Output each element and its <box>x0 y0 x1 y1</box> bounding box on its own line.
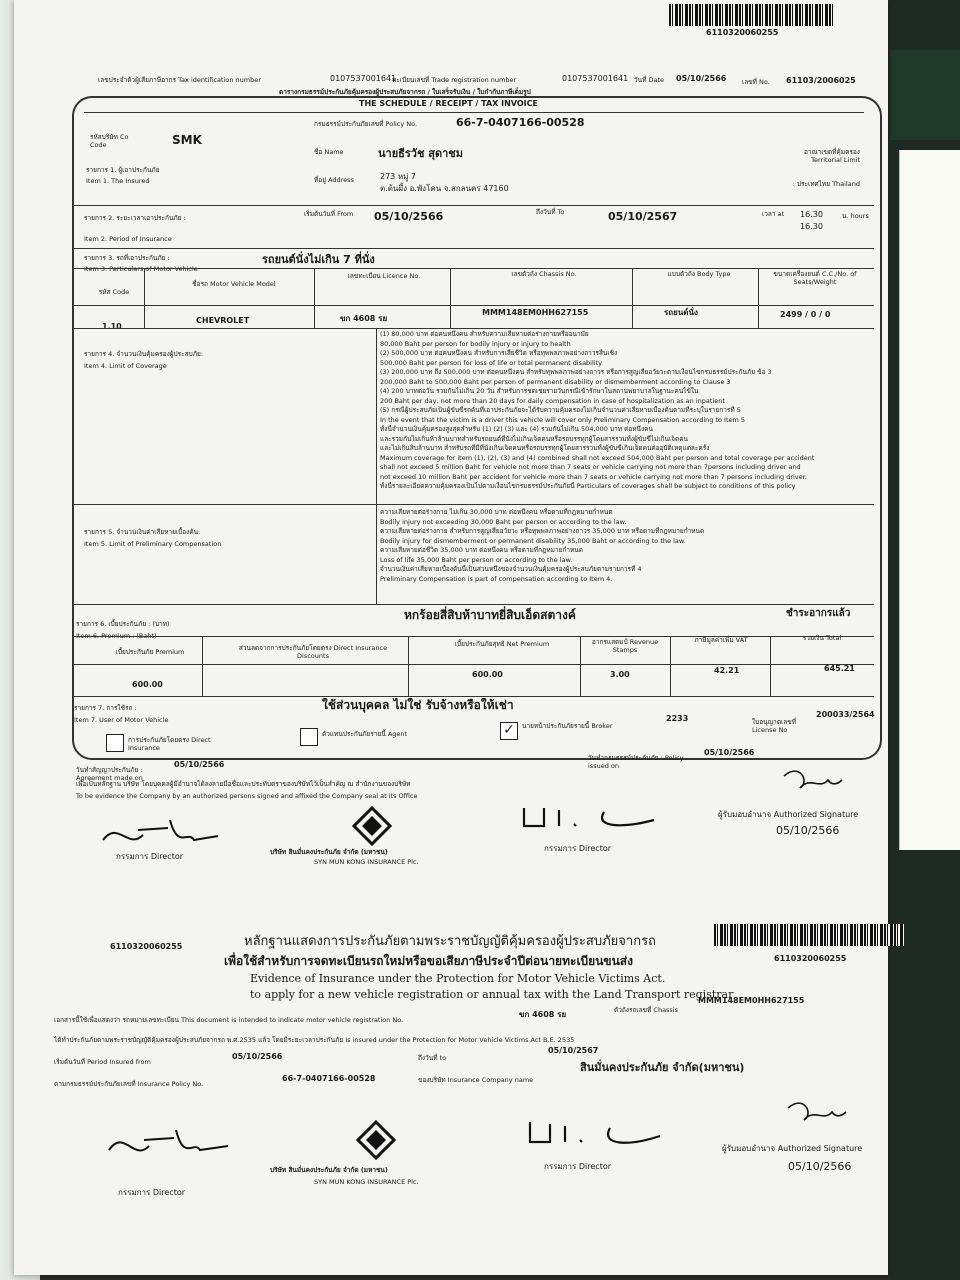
title-th: ตารางกรมธรรม์ประกันภัยคุ้มครองผู้ประสบภัยจากรถ / ใบเสร็จรับเงิน / ใบกำกับภาษีเต็มรูป <box>279 88 531 96</box>
company-en-1: SYN MUN KONG INSURANCE Plc. <box>314 858 419 866</box>
evidence-title-en1: Evidence of Insurance under the Protection for Motor Vehicle Victims Act. <box>250 972 666 985</box>
from-label: เริ่มต้นวันที่ From <box>304 210 354 218</box>
vt-h-chassis: เลขตัวถัง Chassis No. <box>511 270 577 278</box>
item2-label: รายการ 2. ระยะเวลาเอาประกันภัย : <box>84 214 186 222</box>
usage-text: ใช้ส่วนบุคคล ไม่ใช่ รับจ้างหรือให้เช่า <box>322 698 514 712</box>
coverage-line: 200,000 Baht to 500,000 Baht per person of permanent disability or dismemberment according to Clause 3 <box>380 377 731 386</box>
pt-h-total: รวมเงิน Total <box>802 634 842 642</box>
prelim-line: Preliminary Compensation is part of compensation according to Item 4. <box>380 574 613 583</box>
authorized-label-1: ผู้รับมอบอำนาจ Authorized Signature <box>718 810 859 819</box>
top-barcode <box>669 4 834 26</box>
time-from: 16.30 <box>800 210 823 219</box>
coverage-line: 80,000 Baht per person for bodily injury or injury to health <box>380 339 571 348</box>
item5-en: Item 5. Limit of Preliminary Compensation <box>84 540 222 548</box>
direct-label: การประกันภัยโดยตรง Direct Insurance <box>128 736 211 752</box>
broker-no: 2233 <box>666 714 689 723</box>
trade-reg: 0107537001641 <box>562 74 629 83</box>
vt-h-body: แบบตัวถัง Body Type <box>667 270 731 278</box>
evidence-company-label: ของบริษัท Insurance Company name <box>418 1076 534 1084</box>
co-code-label: รหัสบริษัท Co Code <box>90 133 129 149</box>
evidence-policy-no: 66-7-0407166-00528 <box>282 1074 376 1083</box>
to-label: ถึงวันที่ To <box>536 208 565 216</box>
evidence-chassis-label: ตัวถังรถเลขที่ Chassis <box>614 1006 679 1014</box>
pt-h-vat: ภาษีมูลค่าเพิ่ม VAT <box>694 636 748 644</box>
prelim-line: ความเสียหายต่อร่างกาย ไม่เกิน 30,000 บาท ต่อหนึ่งคน หรือตามที่กฎหมายกำหนด <box>380 508 613 516</box>
period-from: 05/10/2566 <box>374 210 444 223</box>
company-en-2: SYN MUN KONG INSURANCE Plc. <box>314 1178 419 1186</box>
item4-label: รายการ 4. จำนวนเงินคุ้มครองผู้ประสบภัย: <box>84 350 204 358</box>
header-date: 05/10/2566 <box>676 74 727 83</box>
hours-label: น. hours <box>842 212 869 220</box>
pt-vat: 42.21 <box>714 666 740 675</box>
tax-id-label: เลขประจำตัวผู้เสียภาษีอากร Tax identification number <box>98 76 261 84</box>
prelim-line: ความเสียหายต่อชีวิต 35,000 บาท ต่อหนึ่งคน หรือตามที่กฎหมายกำหนด <box>380 546 583 554</box>
evidence-line1-label: เอกสารนี้ใช้เพื่อแสดงว่า รถหมายเลขทะเบียน This document is intended to indicate motor vehicle registration No. <box>54 1016 404 1024</box>
company-logo-2 <box>356 1120 396 1160</box>
license-label: ใบอนุญาตเลขที่ License No <box>752 718 796 734</box>
authorized-signature-1 <box>780 762 850 796</box>
coverage-line: (5) กรณีผู้ประสบภัยเป็นผู้ขับขี่รถคันที่เอาประกันภัยจะได้รับความคุ้มครองไม่เกินจำนวนค่าเสียหายเบื้องต้นตามที่ระบุในรายการที่ 5 <box>380 406 741 414</box>
trade-reg-label: ทะเบียนเลขที่ Trade registration number <box>392 76 517 84</box>
director-signature-2 <box>514 798 684 834</box>
pt-h-net: เบี้ยประกันภัยสุทธิ Net Premium <box>454 640 550 648</box>
header-no: 61103/2006025 <box>786 76 856 85</box>
evidence-policy-label: ตามกรมธรรม์ประกันภัยเลขที่ Insurance Policy No. <box>54 1080 204 1088</box>
name-label: ชื่อ Name <box>314 148 344 156</box>
vt-model: CHEVROLET <box>196 316 250 325</box>
coverage-lines <box>380 330 868 492</box>
item5-label: รายการ 5. จำนวนเงินค่าเสียหายเบื้องต้น: <box>84 528 201 536</box>
period-from-label: เริ่มต้นวันที่ Period Insured from <box>54 1058 151 1066</box>
broker-label: นายหน้าประกันภัยรายนี้ Broker <box>522 722 613 730</box>
evidence-en: To be evidence the Company by an authorized persons signed and affixed the Company seal at its Office <box>76 792 418 800</box>
evidence-company-name: สินมั่นคงประกันภัย จำกัด(มหาชน) <box>580 1061 745 1074</box>
evidence-title-th2: เพื่อใช้สำหรับการจดทะเบียนรถใหม่หรือขอเสียภาษีประจำปีต่อนายทะเบียนขนส่ง <box>224 954 633 968</box>
evidence-chassis: MMM148EM0HH627155 <box>698 996 805 1005</box>
item1-en: Item 1. The Insured <box>86 177 150 185</box>
item1-label: รายการ 1. ผู้เอาประกันภัย <box>86 166 160 174</box>
period-to-label: ถึงวันที่ to <box>418 1054 447 1062</box>
item7-label: รายการ 7. การใช้รถ : <box>74 704 137 712</box>
coverage-line: In the event that the victim is a driver this vehicle will cover only Preliminary Compensation according to Item 5 <box>380 415 746 424</box>
agreement-on: 05/10/2566 <box>174 760 225 769</box>
vt-code: 1.10 <box>102 322 122 331</box>
pt-h-premium: เบี้ยประกันภัย Premium <box>115 648 185 656</box>
vt-licence: ขก 4608 รย <box>340 314 388 323</box>
title-en: THE SCHEDULE / RECEIPT / TAX INVOICE <box>359 99 538 108</box>
insured-name: นายธีรวัช สุดาชม <box>378 147 463 160</box>
company-logo-1 <box>352 806 392 846</box>
coverage-line: (4) 200 บาทต่อวัน รวมกันไม่เกิน 20 วัน สำหรับการชดเชยรายวันกรณีเข้ารักษาในสถานพยาบาลในฐานะคนไข้ใน <box>380 387 699 395</box>
address-line1: 273 หมู่ 7 <box>380 172 416 181</box>
coverage-line: และรวมกันไม่เกินห้าล้านบาทสำหรับรถยนต์ที่นั่งไม่เกินเจ็ดคนหรือรถบรรทุกผู้โดยสารรวมทั้งผู้ขับขี่ไม่เกินเจ็ดคน <box>380 434 688 443</box>
item3-en: Item 3. Particulars of Motor Vehicle <box>84 265 198 273</box>
issued-on: 05/10/2566 <box>704 748 755 757</box>
vt-h-cc: ขนาดเครื่องยนต์ C.C./No. of Seats/Weight <box>773 270 857 286</box>
vt-h-code: รหัส Code <box>98 288 130 296</box>
coverage-line: ทั้งนี้จำนวนเงินคุ้มครองสูงสุดสำหรับ (1) (2) (3) และ (4) รวมกันไม่เกิน 504,000 บาท ต่อหนึ่งคน <box>380 425 653 433</box>
vt-h-licence: เลขทะเบียน Licence No. <box>347 272 421 280</box>
policy-label: กรมธรรม์ประกันภัยเลขที่ Policy No. <box>314 120 418 128</box>
pt-h-stamp: อากรแสตมป์ Revenue Stamps <box>591 638 659 654</box>
prelim-line: Bodily injury for dismemberment or permanent disability 35,000 Baht or according to the law. <box>380 536 686 545</box>
company-th-1: บริษัท สินมั่นคงประกันภัย จำกัด (มหาชน) <box>270 848 388 856</box>
tax-id: 0107537001641 <box>330 74 397 83</box>
period-to: 05/10/2567 <box>608 210 678 223</box>
license-no: 200033/2564 <box>816 710 875 719</box>
coverage-line: 500,000 Baht per person for loss of life or total permanent disability <box>380 358 602 367</box>
director-label-2: กรรมการ Director <box>544 844 612 853</box>
evidence-th: เพื่อเป็นหลักฐาน บริษัท โดยบุคคลผู้มีอำนาจได้ลงลายมือชื่อและประทับตราของบริษัทไว้เป็นสำคัญ ณ สำนักงานของบริษัท <box>76 780 411 788</box>
evidence-line2: ได้ทำประกันภัยตามพระราชบัญญัติคุ้มครองผู้ประสบภัยจากรถ พ.ศ.2535 แล้ว โดยมีระยะเวลาประกันภัย Is insured under the Protection for Motor Vehicle Victims Act B.E. 2535 <box>54 1036 575 1044</box>
item2-en: Item 2. Period of Insurance <box>84 235 172 243</box>
agent-checkbox <box>300 728 318 746</box>
coverage-line: 200 Baht per day, not more than 20 days for daily compensation in case of hospitalization as an inpatient <box>380 396 725 405</box>
background-card <box>899 150 960 850</box>
coverage-line: Maximum coverage for item (1), (2), (3) and (4) combined shall not exceed 504,000 Baht per person and total coverage per accident <box>380 453 815 462</box>
coverage-line: (1) 80,000 บาท ต่อคนหนึ่งคน สำหรับความเสียหายต่อร่างกายหรืออนามัย <box>380 330 589 338</box>
item3-label: รายการ 3. รถที่เอาประกันภัย : <box>84 254 170 262</box>
authorized-date-2: 05/10/2566 <box>788 1160 852 1173</box>
policy-no: 66-7-0407166-00528 <box>456 116 585 129</box>
vt-body: รถยนต์นั่ง <box>664 308 698 317</box>
amount-text: หกร้อยสี่สิบห้าบาทยี่สิบเอ็ดสตางค์ <box>404 608 576 622</box>
time-to: 16.30 <box>800 222 823 231</box>
coverage-line: shall not exceed 5 million Baht for vehicle not more than 7 seats or vehicle carrying not more than 7persons including driver and <box>380 463 801 471</box>
vt-chassis: MMM148EM0HH627155 <box>482 308 589 317</box>
evidence-doc-number-right: 6110320060255 <box>774 954 847 963</box>
vt-cc: 2499 / 0 / 0 <box>780 310 831 319</box>
evidence-title-en2: to apply for a new vehicle registration or annual tax with the Land Transport registrar <box>250 988 734 1001</box>
vehicle-desc: รถยนต์นั่งไม่เกิน 7 ที่นั่ง <box>262 253 375 266</box>
director-label-3: กรรมการ Director <box>118 1188 186 1197</box>
evidence-title-th1: หลักฐานแสดงการประกันภัยตามพระราชบัญญัติคุ้มครองผู้ประสบภัยจากรถ <box>244 934 656 949</box>
pt-h-discount: ส่วนลดจากการประกันภัยโดยตรง Direct Insurance Discounts <box>238 644 388 660</box>
company-th-2: บริษัท สินมั่นคงประกันภัย จำกัด (มหาชน) <box>270 1166 388 1174</box>
broker-checkbox: ✓ <box>500 722 518 740</box>
prelim-line: Bodily injury not exceeding 30,000 Baht per person or according to the law. <box>380 517 627 526</box>
director-label-4: กรรมการ Director <box>544 1162 612 1171</box>
coverage-line: ทั้งนี้รายละเอียดความคุ้มครองเป็นไปตามเงื่อนไขกรมธรรม์ประกันภัยนี้ Particulars of coverages shall be subject to conditions of this policy <box>380 482 796 490</box>
director-signature-4 <box>520 1112 690 1152</box>
director-signature-3 <box>104 1118 234 1162</box>
pt-net: 600.00 <box>472 670 503 679</box>
authorized-signature-2 <box>784 1094 854 1128</box>
no-label: เลขที่ No. <box>742 78 770 86</box>
evidence-period-from: 05/10/2566 <box>232 1052 283 1061</box>
prelim-line: ความเสียหายต่อร่างกาย สำหรับการสูญเสียอวัยวะ หรือทุพพลภาพอย่างถาวร 35,000 บาท หรือตามที่กฎหมายกำหนด <box>380 527 705 535</box>
coverage-line: not exceed 10 million Baht per accident for vehicle more than 7 seats or vehicle carrying not more than 7 persons including driver. <box>380 472 807 481</box>
item6-label: รายการ 6. เบี้ยประกันภัย : (บาท) <box>76 620 170 628</box>
vt-h-model: ชื่อรถ Motor Vehicle Model <box>192 280 276 288</box>
prelim-line: Loss of life 35,000 Baht per person or according to the law. <box>380 555 573 564</box>
coverage-line: และไม่เกินสิบล้านบาท สำหรับรถที่มีที่นั่งเกินเจ็ดคนหรือรถบรรทุกผู้โดยสารรวมทั้งผู้ขับขี่เกินเจ็ดคนต่ออุบัติเหตุแต่ละครั้ง <box>380 444 710 452</box>
item7-en: Item 7. User of Motor Vehicle <box>74 716 169 724</box>
duty-paid: ชำระอากรแล้ว <box>786 608 851 619</box>
insurance-document <box>14 0 888 1275</box>
evidence-period-to: 05/10/2567 <box>548 1046 599 1055</box>
director-signature-1 <box>98 810 228 850</box>
territorial-value: : ประเทศไทย Thailand <box>792 180 860 188</box>
agreement-label: วันทำสัญญาประกันภัย : Agreement made on <box>76 766 143 782</box>
agent-label: ตัวแทนประกันภัยรายนี้ Agent <box>322 730 408 738</box>
issued-label: วันทำกรมธรรม์ประกันภัย : Policy issued on <box>588 754 684 770</box>
direct-checkbox <box>106 734 124 752</box>
top-doc-number: 6110320060255 <box>706 28 779 37</box>
evidence-plate: ขก 4608 รย <box>519 1010 567 1019</box>
director-label-1: กรรมการ Director <box>116 852 184 861</box>
coverage-line: (2) 500,000 บาท ต่อคนหนึ่งคน สำหรับการเสียชีวิต หรือทุพพลภาพอย่างถาวรสิ้นเชิง <box>380 349 618 357</box>
territorial-label: อาณาเขตที่คุ้มครอง Territorial Limit <box>804 148 860 164</box>
pt-total: 645.21 <box>824 664 855 673</box>
address-line2: ต.ต้นผึ้ง อ.พังโคน จ.สกลนคร 47160 <box>380 184 509 193</box>
address-label: ที่อยู่ Address <box>314 176 354 184</box>
coverage-line: (3) 200,000 บาท ถึง 500,000 บาท ต่อคนหนึ่งคน สำหรับทุพพลภาพอย่างถาวร หรือการสูญเสียอวัยวะตามเงื่อนไขกรมธรรม์ประกันภัย ข้อ 3 <box>380 368 772 376</box>
time-label: เวลา at <box>762 210 785 218</box>
evidence-doc-number-left: 6110320060255 <box>110 942 183 951</box>
prelim-line: จำนวนเงินค่าเสียหายเบื้องต้นนี้เป็นส่วนหนึ่งของจำนวนเงินคุ้มครองผู้ประสบภัยตามรายการที่ 4 <box>380 565 642 573</box>
background-object <box>890 50 960 140</box>
authorized-date-1: 05/10/2566 <box>776 824 840 837</box>
pt-premium: 600.00 <box>132 680 163 689</box>
evidence-barcode <box>714 924 904 946</box>
date-label: วันที่ Date <box>634 76 664 84</box>
prelim-lines <box>380 508 868 584</box>
authorized-label-2: ผู้รับมอบอำนาจ Authorized Signature <box>722 1144 863 1153</box>
item4-en: Item 4. Limit of Coverage <box>84 362 167 370</box>
item6-en: Item 6. Premium : (Baht) <box>76 632 157 640</box>
pt-stamp: 3.00 <box>610 670 630 679</box>
co-code: SMK <box>172 133 202 147</box>
